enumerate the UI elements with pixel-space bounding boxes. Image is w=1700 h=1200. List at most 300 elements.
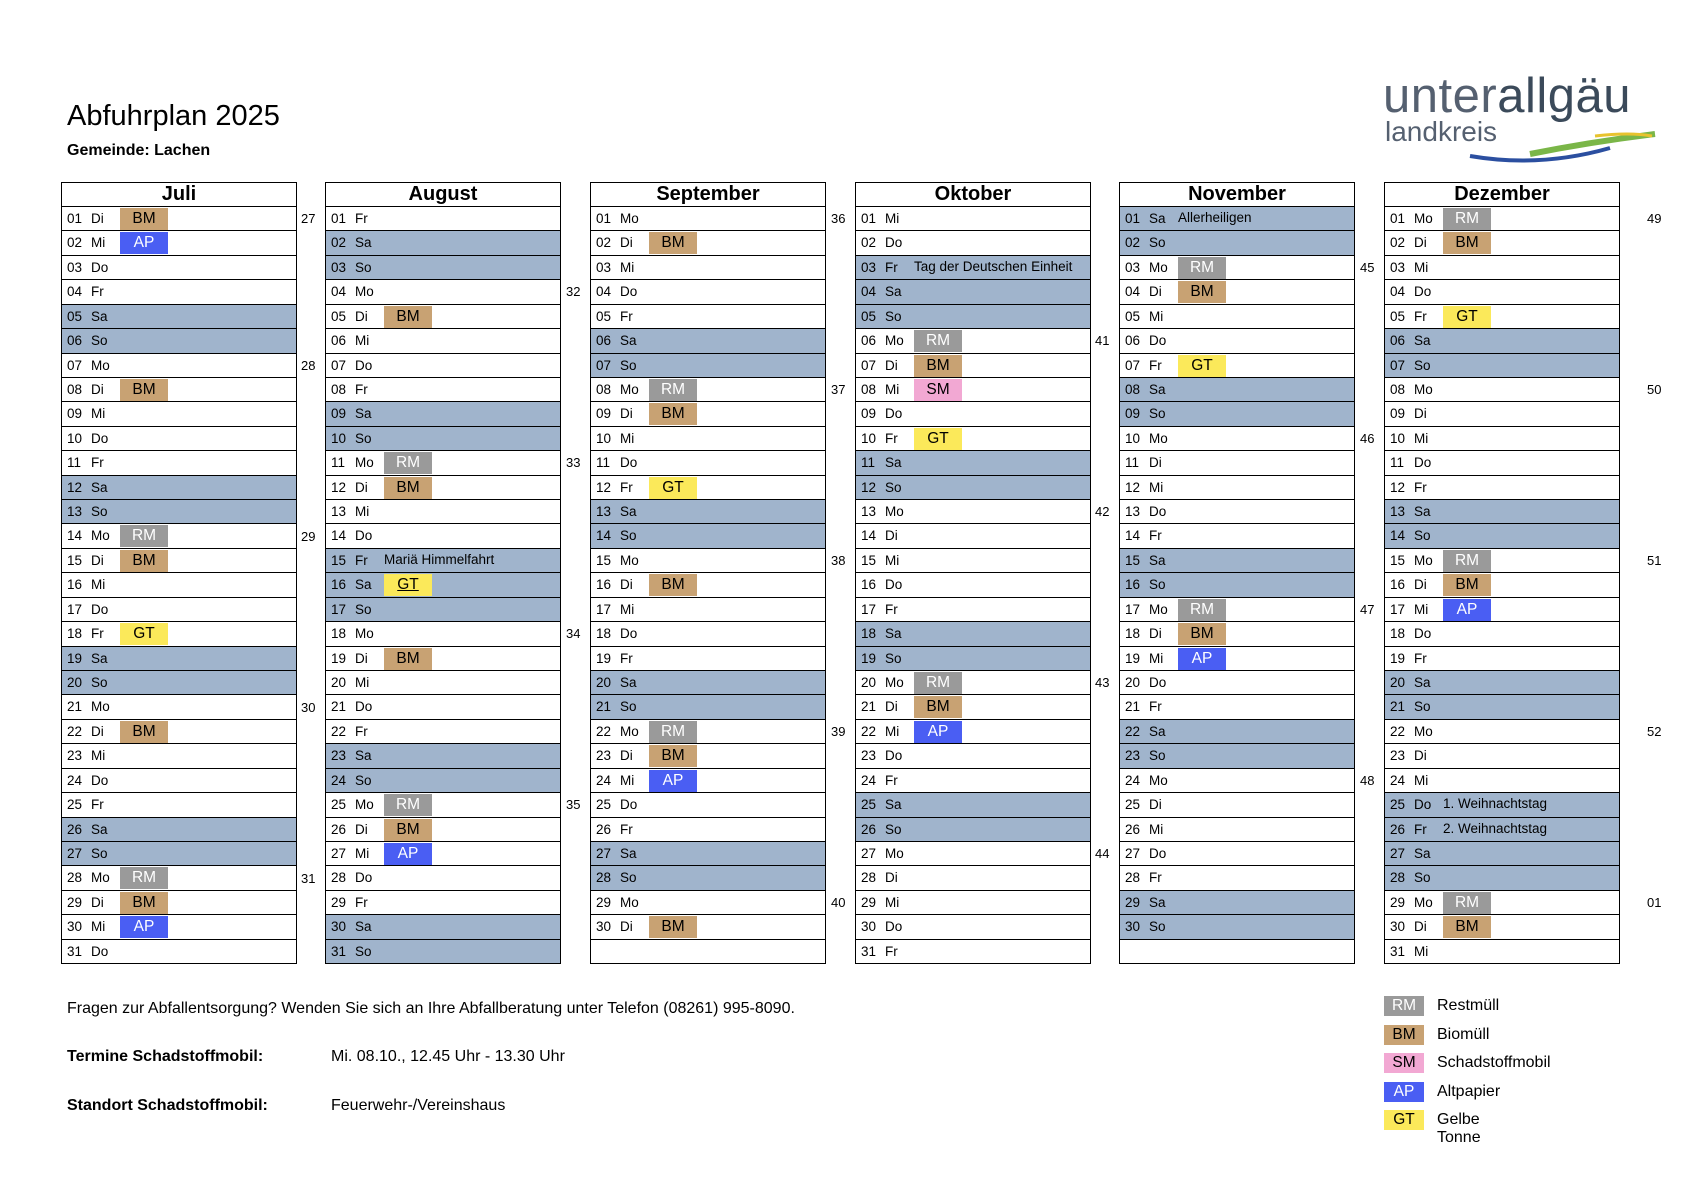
- weekday: Do: [91, 943, 109, 959]
- day-number: 30: [67, 919, 83, 935]
- weekday: Fr: [355, 211, 368, 226]
- day-number: 05: [1125, 308, 1141, 324]
- weekday: Fr: [620, 308, 633, 324]
- week-number: 52: [1647, 724, 1662, 740]
- weekday: So: [91, 845, 108, 861]
- weekday: Do: [355, 357, 373, 373]
- day-row: [62, 940, 296, 963]
- day-number: 25: [67, 797, 83, 813]
- day-number: 25: [596, 797, 612, 813]
- weekday: So: [1414, 699, 1431, 715]
- day-number: 17: [67, 601, 83, 617]
- day-number: 08: [1125, 381, 1141, 397]
- day-number: 15: [1125, 552, 1141, 568]
- pickup-tag-rm: RM: [1443, 892, 1491, 914]
- day-number: 21: [861, 699, 877, 715]
- day-row: [856, 500, 1090, 524]
- day-number: 12: [1125, 479, 1141, 495]
- day-row: [856, 622, 1090, 646]
- day-row: [1385, 524, 1619, 548]
- day-number: 03: [1390, 259, 1406, 275]
- day-row: [1120, 451, 1354, 475]
- weekday: Mi: [1149, 821, 1164, 837]
- pickup-tag-bm: BM: [1178, 623, 1226, 645]
- day-number: 06: [67, 333, 83, 349]
- day-row: [62, 818, 296, 842]
- day-number: 11: [67, 455, 82, 471]
- day-row: [856, 354, 1090, 378]
- day-number: 31: [67, 943, 83, 959]
- day-row: [1385, 744, 1619, 768]
- day-row: [326, 305, 560, 329]
- day-number: 10: [67, 430, 83, 446]
- day-row: [1120, 476, 1354, 500]
- day-row: [1120, 256, 1354, 280]
- day-number: 14: [596, 528, 612, 544]
- day-row: [326, 671, 560, 695]
- weekday: Do: [1414, 626, 1432, 642]
- day-number: 16: [331, 577, 347, 593]
- weekday: Sa: [620, 333, 637, 349]
- day-row: [591, 573, 825, 597]
- day-row: [1385, 866, 1619, 890]
- day-row: [62, 524, 296, 548]
- weekday: Fr: [91, 284, 104, 300]
- weekday: Fr: [885, 259, 898, 275]
- weekday: Di: [1149, 455, 1162, 471]
- pickup-tag-sm: SM: [914, 379, 962, 401]
- day-row: [326, 744, 560, 768]
- day-number: 04: [1390, 284, 1406, 300]
- day-number: 15: [1390, 552, 1406, 568]
- weekday: Fr: [620, 821, 633, 837]
- day-number: 26: [1125, 821, 1141, 837]
- weekday: Fr: [1149, 870, 1162, 886]
- pickup-tag-bm: BM: [1178, 281, 1226, 303]
- day-row: [591, 915, 825, 939]
- day-number: 22: [331, 723, 347, 739]
- day-number: 26: [596, 821, 612, 837]
- weekday: Fr: [885, 772, 898, 788]
- day-number: 09: [67, 406, 83, 422]
- weekday: Mi: [1414, 430, 1429, 446]
- day-number: 15: [596, 552, 612, 568]
- pickup-tag-rm: RM: [649, 721, 697, 743]
- month-oktober: [855, 182, 1091, 964]
- day-row: [62, 500, 296, 524]
- month-header: August: [326, 183, 560, 207]
- day-row: [62, 744, 296, 768]
- day-row: [591, 940, 825, 963]
- day-row: [1120, 305, 1354, 329]
- weekday: Mo: [91, 699, 110, 715]
- day-number: 26: [331, 821, 347, 837]
- day-row: [1120, 280, 1354, 304]
- day-number: 10: [331, 430, 347, 446]
- day-row: [326, 476, 560, 500]
- weekday: So: [620, 528, 637, 544]
- day-row: [62, 549, 296, 573]
- day-row: [62, 866, 296, 890]
- day-row: [856, 695, 1090, 719]
- day-number: 01: [596, 211, 612, 226]
- day-row: [1385, 354, 1619, 378]
- pickup-tag-bm: BM: [120, 550, 168, 572]
- day-row: [1385, 207, 1619, 231]
- day-number: 03: [331, 259, 347, 275]
- day-row: [856, 231, 1090, 255]
- day-number: 21: [331, 699, 347, 715]
- day-number: 28: [331, 870, 347, 886]
- weekday: Fr: [885, 430, 898, 446]
- weekday: Di: [91, 723, 104, 739]
- day-row: [326, 256, 560, 280]
- holiday-note: Mariä Himmelfahrt: [384, 551, 495, 567]
- pickup-tag-bm: BM: [649, 232, 697, 254]
- day-number: 01: [1390, 211, 1406, 226]
- weekday: Mi: [91, 406, 106, 422]
- day-number: 12: [861, 479, 877, 495]
- day-number: 11: [1390, 455, 1405, 471]
- weekday: So: [1149, 919, 1166, 935]
- pickup-tag-rm: RM: [649, 379, 697, 401]
- day-row: [591, 207, 825, 231]
- day-number: 06: [861, 333, 877, 349]
- day-number: 17: [596, 601, 612, 617]
- day-number: 05: [861, 308, 877, 324]
- weekday: Sa: [91, 650, 108, 666]
- day-number: 18: [596, 626, 612, 642]
- day-number: 14: [331, 528, 347, 544]
- day-number: 19: [596, 650, 612, 666]
- day-row: [1385, 402, 1619, 426]
- day-number: 23: [331, 748, 347, 764]
- day-number: 23: [861, 748, 877, 764]
- weekday: Mi: [355, 333, 370, 349]
- day-number: 16: [1125, 577, 1141, 593]
- day-row: [62, 720, 296, 744]
- week-number: 01: [1647, 895, 1662, 911]
- weekday: Do: [1414, 284, 1432, 300]
- day-row: [856, 598, 1090, 622]
- weekday: Mi: [1149, 308, 1164, 324]
- day-row: [62, 427, 296, 451]
- weekday: Di: [885, 699, 898, 715]
- day-number: 22: [596, 723, 612, 739]
- day-row: [856, 940, 1090, 963]
- weekday: Fr: [91, 626, 104, 642]
- day-number: 02: [331, 235, 347, 251]
- day-number: 18: [1390, 626, 1406, 642]
- day-number: 21: [67, 699, 83, 715]
- weekday: Do: [620, 455, 638, 471]
- day-number: 20: [596, 675, 612, 691]
- day-row: [1385, 549, 1619, 573]
- day-number: 10: [1390, 430, 1406, 446]
- weekday: Sa: [355, 406, 372, 422]
- pickup-tag-rm: RM: [120, 525, 168, 547]
- weekday: So: [1149, 577, 1166, 593]
- legend-tag: RM: [1384, 996, 1424, 1016]
- legend-tag: BM: [1384, 1025, 1424, 1045]
- weekday: Mi: [1414, 772, 1429, 788]
- pickup-tag-bm: BM: [914, 696, 962, 718]
- day-number: 02: [861, 235, 877, 251]
- day-row: [1120, 402, 1354, 426]
- day-number: 29: [331, 894, 347, 910]
- weekday: Mi: [355, 675, 370, 691]
- weekday: Sa: [91, 479, 108, 495]
- day-number: 09: [1390, 406, 1406, 422]
- weekday: Mi: [620, 601, 635, 617]
- week-number: 49: [1647, 211, 1662, 226]
- day-row: [1385, 818, 1619, 842]
- day-row: [1385, 769, 1619, 793]
- pickup-tag-gt: GT: [120, 623, 168, 645]
- day-row: [1120, 744, 1354, 768]
- day-number: 24: [1125, 772, 1141, 788]
- day-number: 10: [1125, 430, 1141, 446]
- week-number: 35: [566, 797, 581, 813]
- day-row: [856, 818, 1090, 842]
- weekday: Fr: [355, 552, 368, 568]
- day-number: 27: [596, 845, 612, 861]
- day-number: 06: [331, 333, 347, 349]
- pickup-tag-bm: BM: [120, 208, 168, 230]
- day-number: 16: [596, 577, 612, 593]
- day-number: 10: [861, 430, 877, 446]
- day-row: [591, 647, 825, 671]
- weekday: Mo: [885, 333, 904, 349]
- day-number: 08: [331, 381, 347, 397]
- day-number: 09: [1125, 406, 1141, 422]
- weekday: Mo: [1414, 723, 1433, 739]
- weekday: Sa: [1149, 211, 1166, 226]
- week-number: 45: [1360, 259, 1375, 275]
- week-number: 41: [1095, 333, 1110, 349]
- day-row: [62, 305, 296, 329]
- day-number: 20: [1390, 675, 1406, 691]
- legend-label: Altpapier: [1437, 1082, 1501, 1100]
- pickup-tag-bm: BM: [384, 477, 432, 499]
- pickup-tag-bm: BM: [649, 916, 697, 938]
- weekday: Mo: [91, 357, 110, 373]
- day-row: [62, 476, 296, 500]
- day-row: [62, 793, 296, 817]
- weekday: Sa: [355, 235, 372, 251]
- day-number: 19: [1125, 650, 1141, 666]
- day-number: 02: [1390, 235, 1406, 251]
- day-number: 07: [1125, 357, 1141, 373]
- weekday: Mi: [91, 748, 106, 764]
- day-row: [856, 573, 1090, 597]
- day-number: 28: [861, 870, 877, 886]
- pickup-tag-bm: BM: [120, 379, 168, 401]
- day-row: [856, 256, 1090, 280]
- weekday: Mo: [885, 675, 904, 691]
- pickup-tag-ap: AP: [120, 916, 168, 938]
- weekday: Do: [885, 919, 903, 935]
- day-row: [1385, 427, 1619, 451]
- day-row: [1120, 329, 1354, 353]
- day-row: [591, 354, 825, 378]
- month-header: Dezember: [1385, 183, 1619, 207]
- weekday: Sa: [1149, 552, 1166, 568]
- weekday: Sa: [1414, 504, 1431, 520]
- day-row: [62, 378, 296, 402]
- day-number: 30: [1390, 919, 1406, 935]
- day-number: 25: [1125, 797, 1141, 813]
- day-row: [1120, 842, 1354, 866]
- day-row: [591, 818, 825, 842]
- day-row: [591, 598, 825, 622]
- day-row: [591, 549, 825, 573]
- weekday: Fr: [620, 650, 633, 666]
- weekday: Di: [620, 577, 633, 593]
- pickup-tag-rm: RM: [384, 794, 432, 816]
- day-row: [326, 451, 560, 475]
- week-number: 28: [301, 357, 316, 373]
- day-number: 27: [1390, 845, 1406, 861]
- week-number: 42: [1095, 504, 1110, 520]
- day-number: 08: [861, 381, 877, 397]
- weekday: Di: [1149, 284, 1162, 300]
- day-row: [856, 744, 1090, 768]
- day-number: 30: [1125, 919, 1141, 935]
- week-number: 43: [1095, 675, 1110, 691]
- weekday: Sa: [620, 845, 637, 861]
- weekday: Do: [1149, 675, 1167, 691]
- weekday: So: [355, 430, 372, 446]
- day-row: [856, 769, 1090, 793]
- day-number: 19: [331, 650, 347, 666]
- month-header: Oktober: [856, 183, 1090, 207]
- weekday: So: [1149, 235, 1166, 251]
- day-number: 13: [861, 504, 877, 520]
- day-number: 05: [1390, 308, 1406, 324]
- day-row: [591, 793, 825, 817]
- day-number: 16: [67, 577, 83, 593]
- day-row: [856, 647, 1090, 671]
- weekday: Sa: [1149, 723, 1166, 739]
- day-row: [1120, 793, 1354, 817]
- weekday: So: [355, 601, 372, 617]
- weekday: Mi: [885, 723, 900, 739]
- day-row: [1385, 793, 1619, 817]
- month-november: [1119, 182, 1355, 964]
- weekday: Di: [885, 528, 898, 544]
- day-row: [62, 769, 296, 793]
- week-number: 33: [566, 455, 581, 471]
- weekday: So: [885, 821, 902, 837]
- weekday: Mo: [1149, 601, 1168, 617]
- day-row: [591, 842, 825, 866]
- day-row: [1120, 818, 1354, 842]
- weekday: Fr: [1149, 528, 1162, 544]
- day-number: 09: [331, 406, 347, 422]
- weekday: Do: [885, 577, 903, 593]
- weekday: Mo: [355, 455, 374, 471]
- day-number: 19: [861, 650, 877, 666]
- weekday: Di: [620, 235, 633, 251]
- day-row: [1120, 524, 1354, 548]
- weekday: Mi: [1149, 479, 1164, 495]
- day-row: [326, 891, 560, 915]
- day-number: 23: [67, 748, 83, 764]
- day-row: [1385, 500, 1619, 524]
- day-row: [326, 354, 560, 378]
- day-row: [1120, 500, 1354, 524]
- day-number: 08: [596, 381, 612, 397]
- weekday: So: [620, 699, 637, 715]
- weekday: Sa: [885, 284, 902, 300]
- day-row: [591, 378, 825, 402]
- weekday: Do: [885, 406, 903, 422]
- weekday: Di: [1414, 577, 1427, 593]
- week-number: 38: [831, 553, 846, 569]
- day-number: 07: [331, 357, 347, 373]
- week-number: 34: [566, 626, 581, 642]
- day-number: 25: [861, 797, 877, 813]
- day-number: 31: [861, 943, 877, 959]
- day-number: 30: [861, 919, 877, 935]
- weekday: Do: [1149, 845, 1167, 861]
- legend-tag: GT: [1384, 1110, 1424, 1130]
- day-row: [1120, 915, 1354, 939]
- day-row: [326, 866, 560, 890]
- pickup-tag-bm: BM: [1443, 916, 1491, 938]
- day-number: 08: [67, 381, 83, 397]
- weekday: Mi: [620, 259, 635, 275]
- day-row: [62, 280, 296, 304]
- day-row: [326, 915, 560, 939]
- weekday: Mo: [620, 381, 639, 397]
- day-number: 22: [1390, 723, 1406, 739]
- weekday: Do: [355, 528, 373, 544]
- weekday: Sa: [355, 577, 372, 593]
- month-header: Juli: [62, 183, 296, 207]
- day-row: [856, 866, 1090, 890]
- weekday: Fr: [91, 797, 104, 813]
- termine-label: Termine Schadstoffmobil:: [67, 1048, 264, 1065]
- week-number: 40: [831, 895, 846, 911]
- day-row: [326, 549, 560, 573]
- day-row: [856, 842, 1090, 866]
- holiday-note: Allerheiligen: [1178, 210, 1252, 225]
- day-row: [326, 647, 560, 671]
- pickup-tag-ap: AP: [384, 843, 432, 865]
- month-september: [590, 182, 826, 964]
- day-number: 16: [1390, 577, 1406, 593]
- day-number: 03: [861, 259, 877, 275]
- day-row: [591, 720, 825, 744]
- weekday: So: [355, 259, 372, 275]
- day-row: [591, 329, 825, 353]
- weekday: Mi: [885, 381, 900, 397]
- day-row: [1120, 622, 1354, 646]
- weekday: So: [1149, 406, 1166, 422]
- day-number: 17: [861, 601, 877, 617]
- weekday: Di: [1414, 406, 1427, 422]
- weekday: So: [91, 675, 108, 691]
- day-row: [326, 695, 560, 719]
- day-row: [1120, 720, 1354, 744]
- weekday: Mo: [1149, 259, 1168, 275]
- day-number: 01: [1125, 211, 1141, 226]
- weekday: Mi: [1414, 943, 1429, 959]
- weekday: Sa: [1414, 675, 1431, 691]
- day-number: 05: [67, 308, 83, 324]
